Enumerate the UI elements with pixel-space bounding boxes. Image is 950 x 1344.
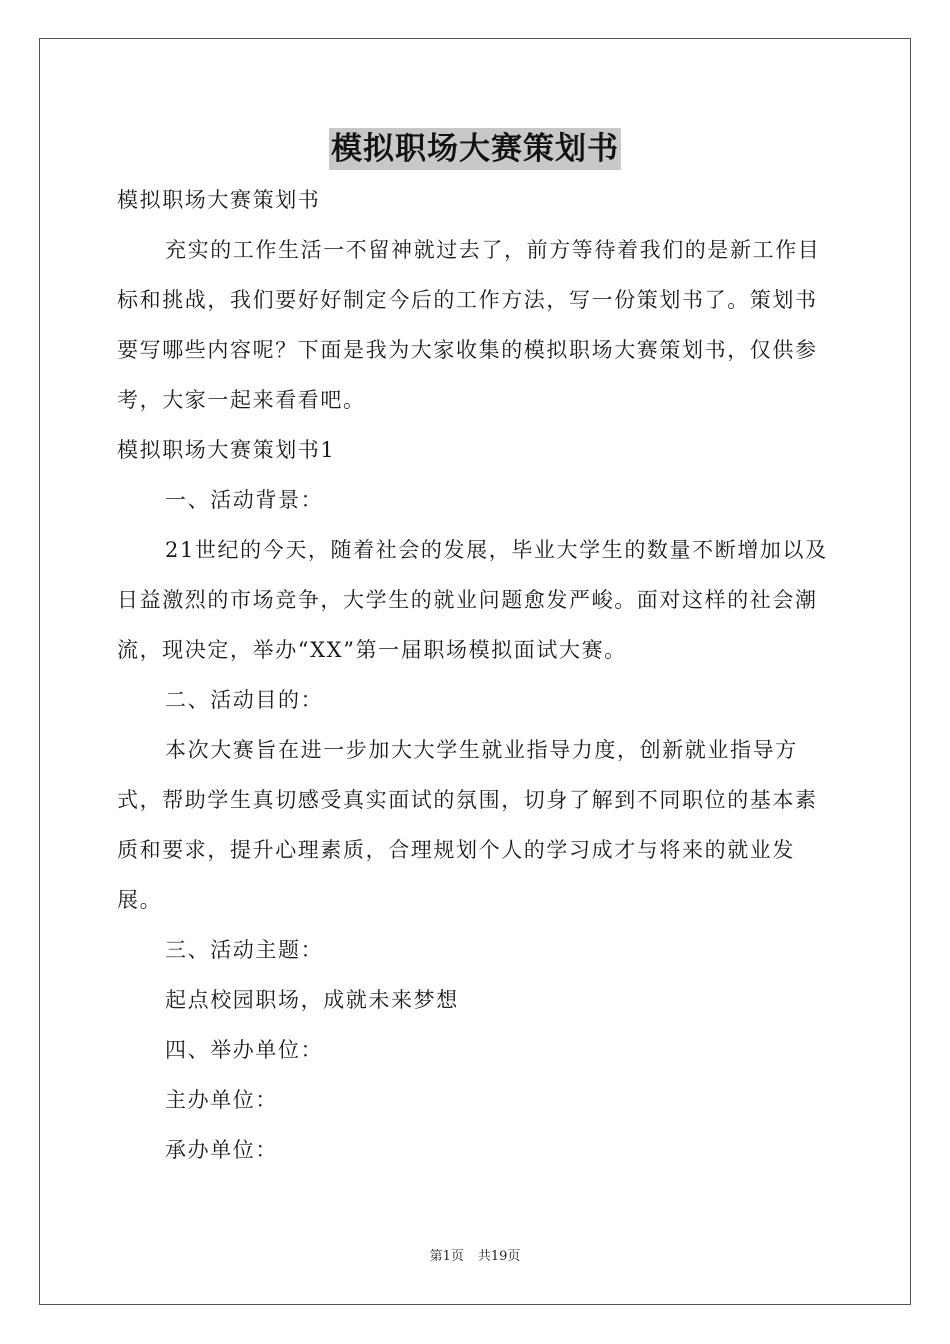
paragraph-subtitle: 模拟职场大赛策划书 [117,188,321,212]
paragraph-theme: 起点校园职场，成就未来梦想 [165,988,459,1012]
document-title: 模拟职场大赛策划书 [329,128,621,170]
paragraph-intro: 充实的工作生活一不留神就过去了，前方等待着我们的是新工作目标和挑战，我们要好好制定今后的工作方法，写一份策划书了。策划书要写哪些内容呢？下面是我为大家收集的模拟职场大赛策划书，仅供参考，大家一起来看看吧。 [117,238,821,412]
paragraph-organizer: 承办单位： [165,1138,278,1162]
page-total: 共19页 [477,1249,521,1264]
heading-purpose: 二、活动目的： [165,688,324,712]
paragraph-purpose: 本次大赛旨在进一步加大大学生就业指导力度，创新就业指导方式，帮助学生真切感受真实面试的氛围，切身了解到不同职位的基本素质和要求，提升心理素质，合理规划个人的学习成才与将来的就业发展。 [117,738,818,912]
paragraph-background: 21世纪的今天，随着社会的发展，毕业大学生的数量不断增加以及日益激烈的市场竞争，大学生的就业问题愈发严峻。面对这样的社会潮流，现决定，举办“XX”第一届职场模拟面试大赛。 [117,538,828,662]
section-heading-plan-1: 模拟职场大赛策划书1 [117,438,336,462]
page-number: 第1页 [429,1249,464,1264]
page-footer [0,1245,950,1264]
paragraph-host: 主办单位： [165,1088,278,1112]
title-wrap [0,128,950,170]
document-body [117,175,833,1175]
heading-background: 一、活动背景： [165,488,324,512]
heading-organizers: 四、举办单位： [165,1038,324,1062]
heading-theme: 三、活动主题： [165,938,324,962]
